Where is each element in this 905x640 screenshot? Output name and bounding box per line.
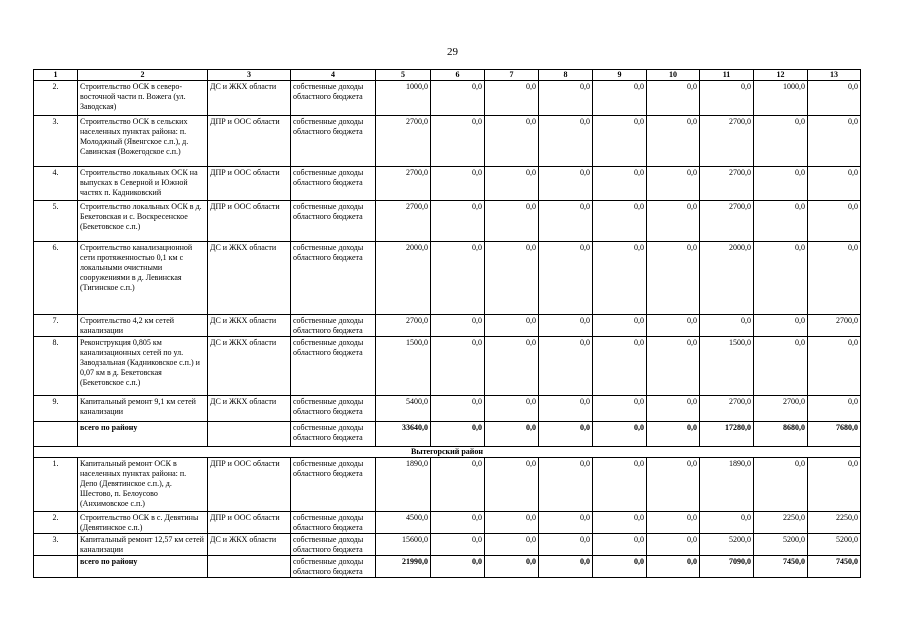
row-organization: ДС и ЖКХ области <box>208 315 291 337</box>
row-number: 7. <box>34 315 78 337</box>
row-value: 1500,0 <box>376 337 431 396</box>
row-value: 0,0 <box>539 201 593 242</box>
row-value: 0,0 <box>647 116 700 167</box>
row-funding-source: собственные доходы областного бюджета <box>291 81 376 116</box>
row-value: 0,0 <box>485 512 539 534</box>
row-value: 0,0 <box>754 167 808 201</box>
row-number: 3. <box>34 534 78 556</box>
row-value: 7450,0 <box>808 556 861 578</box>
row-value: 0,0 <box>647 167 700 201</box>
row-organization: ДС и ЖКХ области <box>208 534 291 556</box>
row-value: 4500,0 <box>376 512 431 534</box>
row-value: 7680,0 <box>808 422 861 447</box>
column-header: 10 <box>647 70 700 81</box>
row-value: 0,0 <box>808 81 861 116</box>
row-value: 0,0 <box>593 315 647 337</box>
row-name: Строительство локальных ОСК в д. Бекетовская и с. Воскресенское (Бекетовское с.п.) <box>78 201 208 242</box>
row-value: 0,0 <box>593 201 647 242</box>
row-value: 2700,0 <box>700 167 754 201</box>
column-header: 7 <box>485 70 539 81</box>
row-value: 5400,0 <box>376 396 431 422</box>
table-row <box>34 315 861 337</box>
row-value: 17280,0 <box>700 422 754 447</box>
row-value: 7090,0 <box>700 556 754 578</box>
row-value: 0,0 <box>431 422 485 447</box>
row-value: 0,0 <box>647 422 700 447</box>
row-funding-source: собственные доходы областного бюджета <box>291 315 376 337</box>
row-funding-source: собственные доходы областного бюджета <box>291 242 376 315</box>
row-number: 2. <box>34 81 78 116</box>
row-funding-source: собственные доходы областного бюджета <box>291 396 376 422</box>
row-value: 2700,0 <box>376 315 431 337</box>
row-value: 5200,0 <box>700 534 754 556</box>
column-header: 6 <box>431 70 485 81</box>
row-value: 0,0 <box>485 201 539 242</box>
row-value: 0,0 <box>808 201 861 242</box>
row-value: 0,0 <box>485 556 539 578</box>
table-row <box>34 512 861 534</box>
row-value: 0,0 <box>647 315 700 337</box>
row-value: 0,0 <box>593 512 647 534</box>
district-header-row <box>34 447 861 458</box>
column-header: 3 <box>208 70 291 81</box>
row-value: 0,0 <box>700 315 754 337</box>
row-value: 21990,0 <box>376 556 431 578</box>
row-value: 0,0 <box>485 458 539 512</box>
row-organization: ДПР и ООС области <box>208 458 291 512</box>
row-value: 0,0 <box>431 512 485 534</box>
row-value: 0,0 <box>431 396 485 422</box>
column-header: 9 <box>593 70 647 81</box>
row-organization: ДПР и ООС области <box>208 201 291 242</box>
column-header: 12 <box>754 70 808 81</box>
row-value: 2250,0 <box>808 512 861 534</box>
row-value: 0,0 <box>431 556 485 578</box>
table-row <box>34 458 861 512</box>
row-value: 2700,0 <box>376 201 431 242</box>
row-value: 0,0 <box>647 81 700 116</box>
table-row <box>34 337 861 396</box>
row-value: 0,0 <box>539 116 593 167</box>
row-number: 4. <box>34 167 78 201</box>
row-funding-source: собственные доходы областного бюджета <box>291 556 376 578</box>
row-organization: ДС и ЖКХ области <box>208 396 291 422</box>
row-value: 0,0 <box>593 422 647 447</box>
row-value: 0,0 <box>754 458 808 512</box>
row-value: 0,0 <box>808 396 861 422</box>
row-value: 0,0 <box>647 534 700 556</box>
row-name: Строительство локальных ОСК на выпусках в Северной и Южной частях п. Кадниковский <box>78 167 208 201</box>
row-value: 0,0 <box>754 201 808 242</box>
row-name: Капитальный ремонт 12,57 км сетей канализации <box>78 534 208 556</box>
row-organization: ДС и ЖКХ области <box>208 337 291 396</box>
row-funding-source: собственные доходы областного бюджета <box>291 458 376 512</box>
column-header: 11 <box>700 70 754 81</box>
row-number: 8. <box>34 337 78 396</box>
row-value: 0,0 <box>431 201 485 242</box>
row-value: 0,0 <box>431 116 485 167</box>
row-value: 8680,0 <box>754 422 808 447</box>
row-value: 1890,0 <box>700 458 754 512</box>
row-name: Капитальный ремонт ОСК в населенных пунктах района: п. Депо (Девятинское с.п.), д. Шестово, п. Белоусово (Анхимовское с.п.) <box>78 458 208 512</box>
row-value: 0,0 <box>700 512 754 534</box>
row-value: 0,0 <box>431 242 485 315</box>
row-value: 0,0 <box>431 81 485 116</box>
row-value: 0,0 <box>431 458 485 512</box>
row-value: 2700,0 <box>754 396 808 422</box>
row-organization: ДС и ЖКХ области <box>208 81 291 116</box>
row-value: 0,0 <box>539 167 593 201</box>
table-row <box>34 167 861 201</box>
row-value: 0,0 <box>539 81 593 116</box>
row-value: 0,0 <box>593 167 647 201</box>
row-value: 0,0 <box>647 396 700 422</box>
table-row <box>34 201 861 242</box>
row-value: 2000,0 <box>700 242 754 315</box>
row-value: 5200,0 <box>808 534 861 556</box>
row-value: 0,0 <box>593 556 647 578</box>
column-header: 2 <box>78 70 208 81</box>
row-number: 9. <box>34 396 78 422</box>
row-value: 0,0 <box>593 458 647 512</box>
row-value: 0,0 <box>593 81 647 116</box>
row-value: 0,0 <box>647 201 700 242</box>
row-value: 0,0 <box>808 242 861 315</box>
row-value: 0,0 <box>754 337 808 396</box>
row-value: 5200,0 <box>754 534 808 556</box>
column-header-row <box>34 70 861 81</box>
table-row <box>34 534 861 556</box>
row-value: 33640,0 <box>376 422 431 447</box>
row-value: 0,0 <box>431 337 485 396</box>
row-value: 1890,0 <box>376 458 431 512</box>
row-value: 0,0 <box>700 81 754 116</box>
row-value: 0,0 <box>647 242 700 315</box>
row-value: 2700,0 <box>700 116 754 167</box>
row-value: 0,0 <box>593 242 647 315</box>
row-value: 0,0 <box>808 337 861 396</box>
row-value: 0,0 <box>485 337 539 396</box>
row-value: 0,0 <box>754 315 808 337</box>
row-value: 0,0 <box>647 512 700 534</box>
row-name: Строительство 4,2 км сетей канализации <box>78 315 208 337</box>
row-value: 2250,0 <box>754 512 808 534</box>
row-name: всего по району <box>78 422 208 447</box>
row-funding-source: собственные доходы областного бюджета <box>291 534 376 556</box>
row-value: 0,0 <box>485 534 539 556</box>
row-value: 2700,0 <box>376 167 431 201</box>
row-number <box>34 422 78 447</box>
row-value: 0,0 <box>647 458 700 512</box>
row-number: 5. <box>34 201 78 242</box>
row-funding-source: собственные доходы областного бюджета <box>291 116 376 167</box>
row-name: Строительство ОСК в северо-восточной части п. Вожега (ул. Заводская) <box>78 81 208 116</box>
row-value: 0,0 <box>539 315 593 337</box>
row-value: 1500,0 <box>700 337 754 396</box>
row-value: 0,0 <box>593 396 647 422</box>
row-value: 0,0 <box>593 116 647 167</box>
row-value: 0,0 <box>539 458 593 512</box>
row-name: всего по району <box>78 556 208 578</box>
row-funding-source: собственные доходы областного бюджета <box>291 337 376 396</box>
row-value: 0,0 <box>539 512 593 534</box>
column-header: 5 <box>376 70 431 81</box>
row-number: 6. <box>34 242 78 315</box>
total-row <box>34 422 861 447</box>
district-title: Вытегорский район <box>34 447 861 458</box>
row-funding-source: собственные доходы областного бюджета <box>291 512 376 534</box>
row-number: 3. <box>34 116 78 167</box>
row-name: Реконструкция 0,805 км канализационных сетей по ул. Заводзальная (Кадниковское с.п.) и 0,07 км в д. Бекетовская (Бекетовское с.п.) <box>78 337 208 396</box>
row-name: Строительство ОСК в с. Девятины (Девятинское с.п.) <box>78 512 208 534</box>
row-value: 2700,0 <box>808 315 861 337</box>
row-value: 0,0 <box>431 167 485 201</box>
row-value: 0,0 <box>485 315 539 337</box>
column-header: 1 <box>34 70 78 81</box>
row-value: 0,0 <box>754 242 808 315</box>
row-value: 0,0 <box>808 167 861 201</box>
row-value: 7450,0 <box>754 556 808 578</box>
column-header: 13 <box>808 70 861 81</box>
table-row <box>34 81 861 116</box>
row-value: 2700,0 <box>700 396 754 422</box>
row-value: 0,0 <box>539 396 593 422</box>
row-value: 0,0 <box>485 396 539 422</box>
row-value: 0,0 <box>808 458 861 512</box>
table-row <box>34 396 861 422</box>
row-value: 0,0 <box>539 534 593 556</box>
row-number: 2. <box>34 512 78 534</box>
row-number: 1. <box>34 458 78 512</box>
row-value: 1000,0 <box>376 81 431 116</box>
table-row <box>34 116 861 167</box>
row-value: 0,0 <box>485 167 539 201</box>
row-organization <box>208 556 291 578</box>
row-number <box>34 556 78 578</box>
row-value: 0,0 <box>647 556 700 578</box>
row-funding-source: собственные доходы областного бюджета <box>291 201 376 242</box>
row-funding-source: собственные доходы областного бюджета <box>291 422 376 447</box>
row-organization <box>208 422 291 447</box>
row-organization: ДПР и ООС области <box>208 512 291 534</box>
total-row <box>34 556 861 578</box>
row-value: 0,0 <box>539 556 593 578</box>
row-organization: ДС и ЖКХ области <box>208 242 291 315</box>
row-value: 0,0 <box>593 337 647 396</box>
row-value: 0,0 <box>647 337 700 396</box>
row-value: 2700,0 <box>700 201 754 242</box>
row-value: 0,0 <box>485 242 539 315</box>
row-value: 1000,0 <box>754 81 808 116</box>
row-organization: ДПР и ООС области <box>208 116 291 167</box>
row-value: 0,0 <box>431 534 485 556</box>
row-name: Капитальный ремонт 9,1 км сетей канализации <box>78 396 208 422</box>
row-name: Строительство канализационной сети протяженностью 0,1 км с локальными очистными сооружениями в д. Левинская (Тигинское с.п.) <box>78 242 208 315</box>
row-funding-source: собственные доходы областного бюджета <box>291 167 376 201</box>
row-value: 0,0 <box>539 337 593 396</box>
row-value: 0,0 <box>808 116 861 167</box>
row-value: 15600,0 <box>376 534 431 556</box>
row-name: Строительство ОСК в сельских населенных пунктах района: п. Молоджный (Явенгское с.п.), д. Савинская (Вожегодское с.п.) <box>78 116 208 167</box>
row-value: 0,0 <box>485 116 539 167</box>
column-header: 8 <box>539 70 593 81</box>
row-value: 2000,0 <box>376 242 431 315</box>
page-number: 29 <box>447 46 458 58</box>
row-value: 0,0 <box>485 81 539 116</box>
row-value: 0,0 <box>431 315 485 337</box>
row-value: 0,0 <box>593 534 647 556</box>
budget-table <box>33 69 861 578</box>
row-organization: ДПР и ООС области <box>208 167 291 201</box>
row-value: 0,0 <box>754 116 808 167</box>
row-value: 0,0 <box>485 422 539 447</box>
table-row <box>34 242 861 315</box>
column-header: 4 <box>291 70 376 81</box>
row-value: 0,0 <box>539 242 593 315</box>
row-value: 2700,0 <box>376 116 431 167</box>
row-value: 0,0 <box>539 422 593 447</box>
